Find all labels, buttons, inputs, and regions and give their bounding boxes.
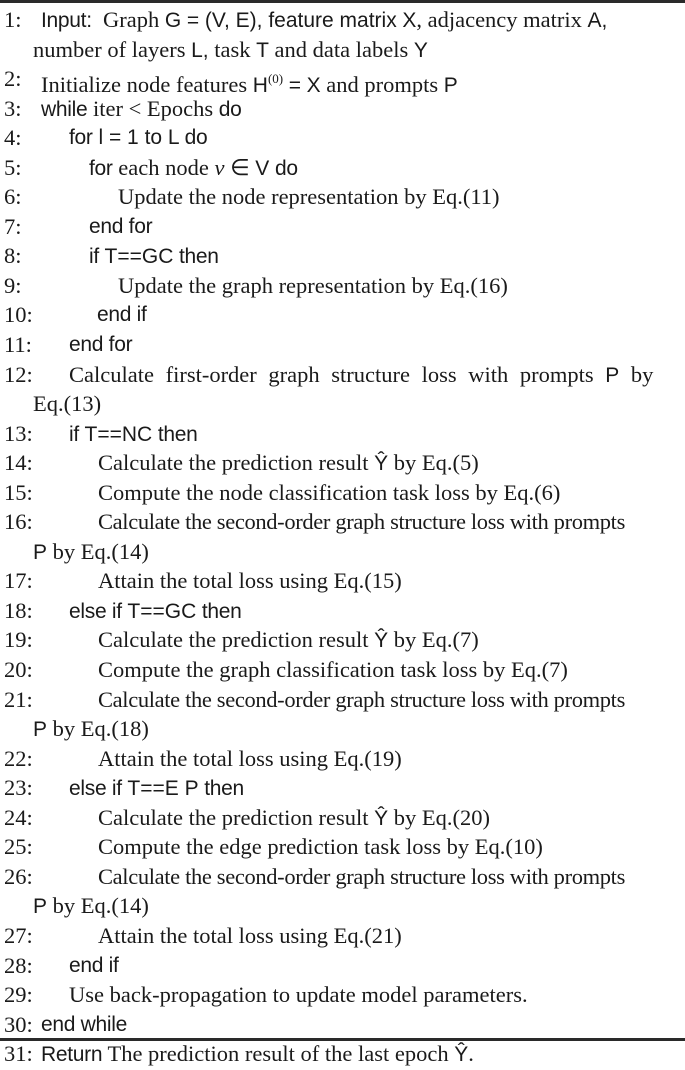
text: Calculate the prediction result [98, 804, 369, 830]
line-4 [0, 123, 685, 153]
line-number: 15: [4, 479, 33, 505]
math-symbol: X [306, 74, 321, 98]
line-body [98, 448, 479, 479]
math-symbol: v [214, 154, 225, 180]
line-number: 24: [4, 804, 33, 830]
line-body: Use back-propagation to update model parameters. [69, 982, 528, 1008]
keyword: Return [41, 1043, 103, 1067]
text: number of layers [33, 36, 186, 62]
line-9 [0, 271, 685, 301]
line-number: 31: [4, 1041, 33, 1067]
line-body [69, 360, 681, 391]
line-11 [0, 330, 685, 360]
keyword: end for [69, 333, 133, 357]
line-number: 12: [4, 361, 33, 387]
line-number: 19: [4, 627, 33, 653]
math-symbol: Ŷ [374, 806, 389, 830]
line-body [69, 419, 198, 450]
keyword: do [218, 97, 242, 121]
keyword: if [69, 422, 79, 446]
line-1 [0, 5, 685, 35]
line-8 [0, 241, 685, 271]
line-number: 28: [4, 952, 33, 978]
math-symbol: Ŷ [454, 1043, 469, 1067]
line-number: 11: [4, 332, 32, 358]
line-1-continued [0, 35, 685, 65]
text: each node [118, 154, 209, 180]
keyword: then [179, 245, 219, 269]
line-body [33, 714, 149, 745]
keyword: for [69, 126, 93, 150]
line-body [89, 153, 298, 184]
line-body: Calculate the second-order graph structure loss with prompts [98, 686, 625, 712]
keyword: then [201, 599, 242, 623]
math-symbol: V [255, 156, 270, 180]
text: Calculate first-order graph structure loss with prompts [69, 361, 594, 387]
math-symbol: P [605, 363, 620, 387]
line-number: 16: [4, 509, 33, 535]
text: by Eq.(7) [393, 627, 479, 653]
line-5 [0, 153, 685, 183]
line-body [33, 891, 149, 922]
line-body: Compute the node classification task loss by Eq.(6) [98, 479, 561, 505]
text: by [630, 361, 654, 387]
line-23 [0, 773, 685, 803]
line-number: 13: [4, 420, 33, 446]
math-symbol: P [33, 895, 48, 919]
line-number: 1: [4, 7, 22, 32]
line-13 [0, 419, 685, 449]
line-body: Update the graph representation by Eq.(16) [118, 272, 508, 298]
line-15 [0, 478, 685, 508]
line-number: 7: [4, 213, 22, 239]
keyword: end while [41, 1012, 128, 1036]
line-number: 9: [4, 272, 22, 298]
line-body: Update the node representation by Eq.(11) [118, 184, 500, 210]
line-body [69, 123, 207, 153]
text: , adjacency matrix [416, 7, 582, 32]
text: Calculate the prediction result [98, 627, 369, 653]
line-body: Attain the total loss using Eq.(21) [98, 922, 402, 948]
line-16 [0, 507, 685, 537]
line-20 [0, 655, 685, 685]
math-symbol: A, [587, 9, 608, 32]
math-symbol: Y [413, 38, 428, 62]
line-body: Eq.(13) [33, 391, 102, 417]
line-2 [0, 64, 685, 98]
condition: T==NC [84, 422, 153, 446]
line-number: 17: [4, 568, 33, 594]
math-symbol: X [402, 9, 417, 32]
math-symbol: L, [191, 38, 209, 62]
line-27 [0, 921, 685, 951]
line-10 [0, 300, 685, 330]
line-21 [0, 685, 685, 715]
line-number: 27: [4, 922, 33, 948]
line-22 [0, 744, 685, 774]
keyword: end for [89, 214, 153, 238]
text: Calculate the prediction result [98, 450, 369, 476]
line-body [33, 35, 428, 66]
keyword: if [89, 245, 99, 269]
text: iter < Epochs [92, 95, 214, 121]
line-body [69, 596, 242, 627]
line-body: Calculate the second-order graph structure loss with prompts [98, 509, 625, 535]
text: by Eq.(18) [52, 716, 149, 742]
line-3 [0, 94, 685, 124]
line-body [41, 1039, 474, 1070]
math-symbol: T [256, 38, 269, 62]
text: l = 1 to L [98, 126, 179, 150]
condition: T==GC [127, 599, 197, 623]
text: task [214, 36, 251, 62]
math-symbol: G [164, 9, 182, 32]
line-19 [0, 625, 685, 655]
line-number: 4: [4, 125, 22, 151]
line-number: 21: [4, 686, 33, 712]
line-number: 23: [4, 775, 33, 801]
condition: T==E P [127, 777, 199, 801]
line-21-continued [0, 714, 685, 744]
text: by Eq.(14) [52, 538, 149, 564]
line-17 [0, 566, 685, 596]
text: = [288, 74, 302, 98]
math-symbol: H [252, 74, 268, 98]
line-26 [0, 862, 685, 892]
line-number: 2: [4, 66, 22, 92]
line-6 [0, 182, 685, 212]
line-7 [0, 212, 685, 242]
line-18 [0, 596, 685, 626]
line-number: 26: [4, 863, 33, 889]
line-number: 5: [4, 154, 22, 180]
line-body [41, 5, 607, 36]
line-body: Compute the graph classification task loss by Eq.(7) [98, 657, 568, 683]
line-number: 25: [4, 834, 33, 860]
line-12 [0, 360, 685, 390]
line-12-continued [0, 389, 685, 419]
line-25 [0, 832, 685, 862]
line-number: 10: [4, 302, 33, 328]
line-body [89, 241, 219, 272]
text: . [468, 1041, 474, 1067]
condition: T==GC [104, 245, 174, 269]
line-number: 8: [4, 243, 22, 269]
keyword: do [274, 156, 298, 180]
keyword: end if [69, 953, 119, 977]
superscript: (0) [267, 71, 284, 87]
keyword: then [157, 422, 198, 446]
math-symbol: P [443, 74, 458, 98]
line-29 [0, 980, 685, 1010]
keyword: for [89, 156, 113, 180]
algorithm-lines [0, 5, 685, 1069]
text: by Eq.(5) [393, 450, 479, 476]
line-number: 29: [4, 982, 33, 1008]
line-number: 30: [4, 1011, 33, 1037]
line-number: 22: [4, 745, 33, 771]
line-number: 6: [4, 184, 22, 210]
line-31 [0, 1039, 685, 1069]
line-30 [0, 1010, 685, 1040]
line-body [69, 773, 244, 804]
line-body [33, 537, 149, 568]
line-number: 14: [4, 450, 33, 476]
keyword: end if [97, 303, 147, 327]
line-body: Compute the edge prediction task loss by Eq.(10) [98, 834, 543, 860]
line-28 [0, 951, 685, 981]
line-number: 3: [4, 95, 22, 121]
keyword: then [204, 777, 244, 801]
text: by Eq.(14) [52, 893, 149, 919]
line-number: 18: [4, 597, 33, 623]
math-symbol: P [33, 540, 48, 564]
line-body: Calculate the second-order graph structure loss with prompts [98, 863, 625, 889]
line-26-continued [0, 891, 685, 921]
text: and data labels [274, 36, 409, 62]
text: and prompts [326, 72, 439, 98]
line-body: Attain the total loss using Eq.(19) [98, 745, 402, 771]
keyword: do [184, 126, 208, 150]
line-body: Attain the total loss using Eq.(15) [98, 568, 402, 594]
keyword: else if [69, 599, 122, 623]
text: Graph [103, 7, 160, 32]
line-24 [0, 803, 685, 833]
text: by Eq.(20) [393, 804, 491, 830]
text: ∈ [230, 154, 250, 180]
text: = (V, E), feature matrix [186, 9, 397, 32]
math-symbol: Ŷ [374, 629, 389, 653]
line-14 [0, 448, 685, 478]
line-16-continued [0, 537, 685, 567]
text: The prediction result of the last epoch [107, 1041, 449, 1067]
keyword: while [41, 97, 88, 121]
line-body [41, 94, 242, 125]
keyword: else if [69, 777, 122, 801]
line-number: 20: [4, 657, 33, 683]
line-body [98, 803, 490, 834]
line-body [98, 625, 479, 656]
text: Initialize node features [41, 72, 248, 98]
keyword: Input: [41, 9, 92, 32]
math-symbol: P [33, 718, 48, 742]
math-symbol: Ŷ [374, 452, 389, 476]
